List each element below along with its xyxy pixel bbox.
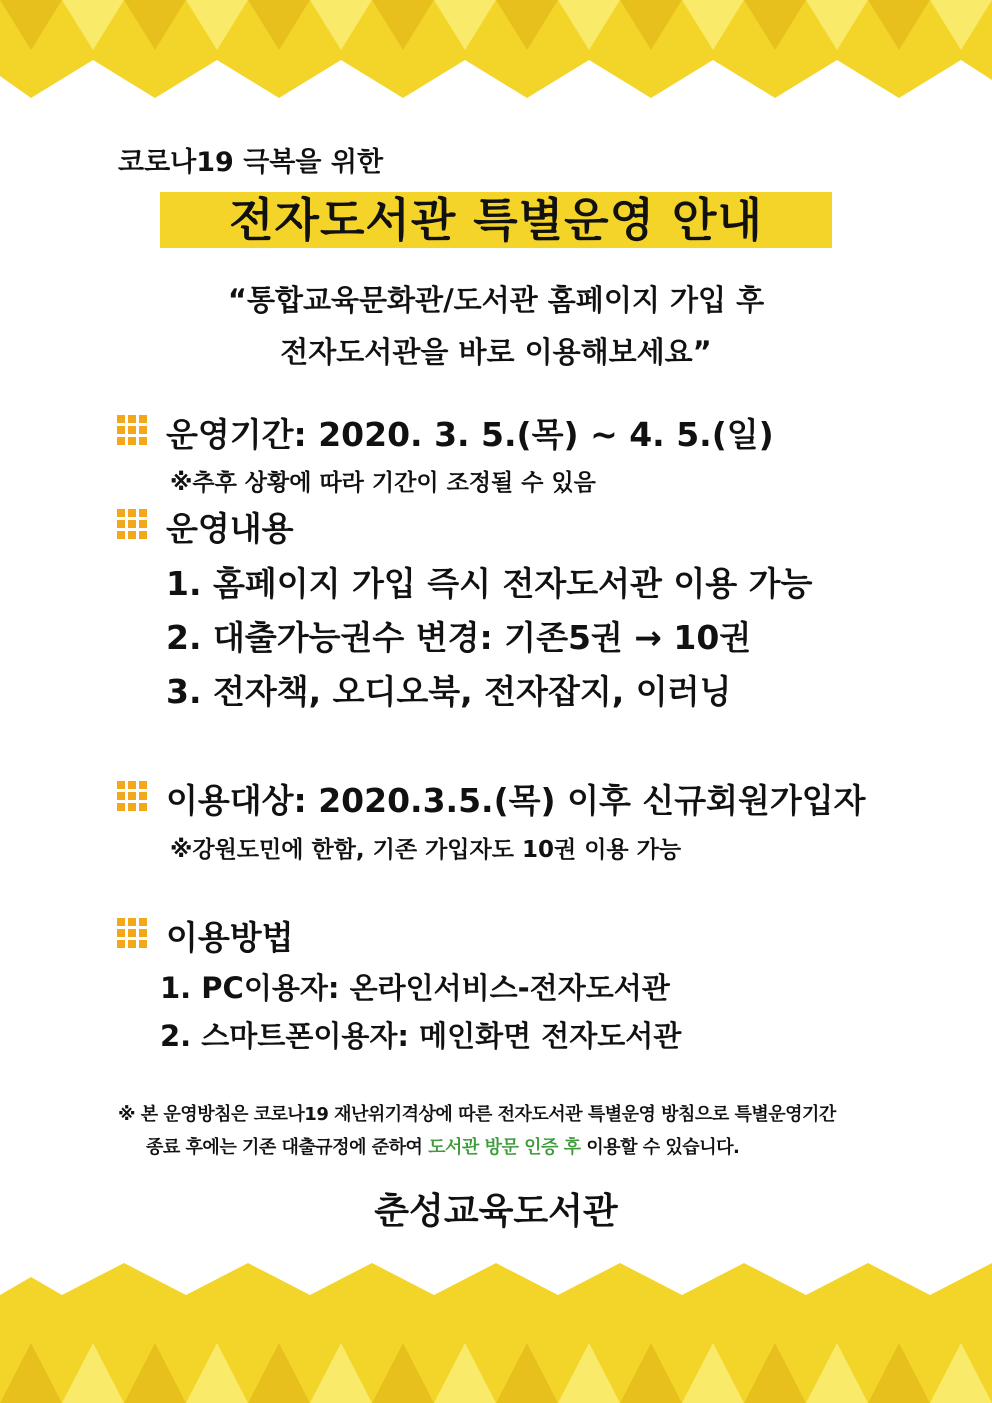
content-item-1: 1. 홈페이지 가입 즉시 전자도서관 이용 가능 <box>166 564 813 603</box>
library-signature: 춘성교육도서관 <box>374 1191 618 1232</box>
content-item-3: 3. 전자책, 오디오북, 전자잡지, 이러닝 <box>166 672 732 711</box>
target-note: ※강원도민에 한함, 기존 가입자도 10권 이용 가능 <box>170 837 682 863</box>
method-item-2: 2. 스마트폰이용자: 메인화면 전자도서관 <box>160 1019 682 1053</box>
footnote-line-1: ※ 본 운영방침은 코로나19 재난위기격상에 따른 전자도서관 특별운영 방침으로 특별운영기간 <box>118 1104 836 1125</box>
target-heading: 이용대상: 2020.3.5.(목) 이후 신규회원가입자 <box>166 781 866 820</box>
quote-line-1: “통합교육문화관/도서관 홈페이지 가입 후 <box>227 283 765 317</box>
top-decorative-band <box>0 0 992 140</box>
subtitle: 코로나19 극복을 위한 <box>118 147 384 178</box>
method-heading: 이용방법 <box>166 918 294 957</box>
bottom-decorative-band <box>0 1263 992 1403</box>
page-title: 전자도서관 특별운영 안내 <box>229 193 763 247</box>
period-note: ※추후 상황에 따라 기간이 조정될 수 있음 <box>170 470 596 496</box>
content-item-2: 2. 대출가능권수 변경: 기존5권 → 10권 <box>166 618 752 657</box>
method-item-1: 1. PC이용자: 온라인서비스-전자도서관 <box>160 971 670 1005</box>
dot-grid-icon <box>117 415 148 446</box>
quote-line-2: 전자도서관을 바로 이용해보세요” <box>280 335 712 369</box>
content-heading: 운영내용 <box>166 509 294 548</box>
footnote-text: 종료 후에는 기존 대출규정에 준하여 <box>146 1137 429 1158</box>
period-heading: 운영기간: 2020. 3. 5.(목) ~ 4. 5.(일) <box>166 415 774 454</box>
dot-grid-icon <box>117 918 148 949</box>
footnote-text-end: 이용할 수 있습니다. <box>580 1137 740 1158</box>
dot-grid-icon <box>117 509 148 540</box>
dot-grid-icon <box>117 781 148 812</box>
footnote-highlight: 도서관 방문 인증 후 <box>428 1137 581 1158</box>
footnote-line-2 <box>146 1133 739 1159</box>
